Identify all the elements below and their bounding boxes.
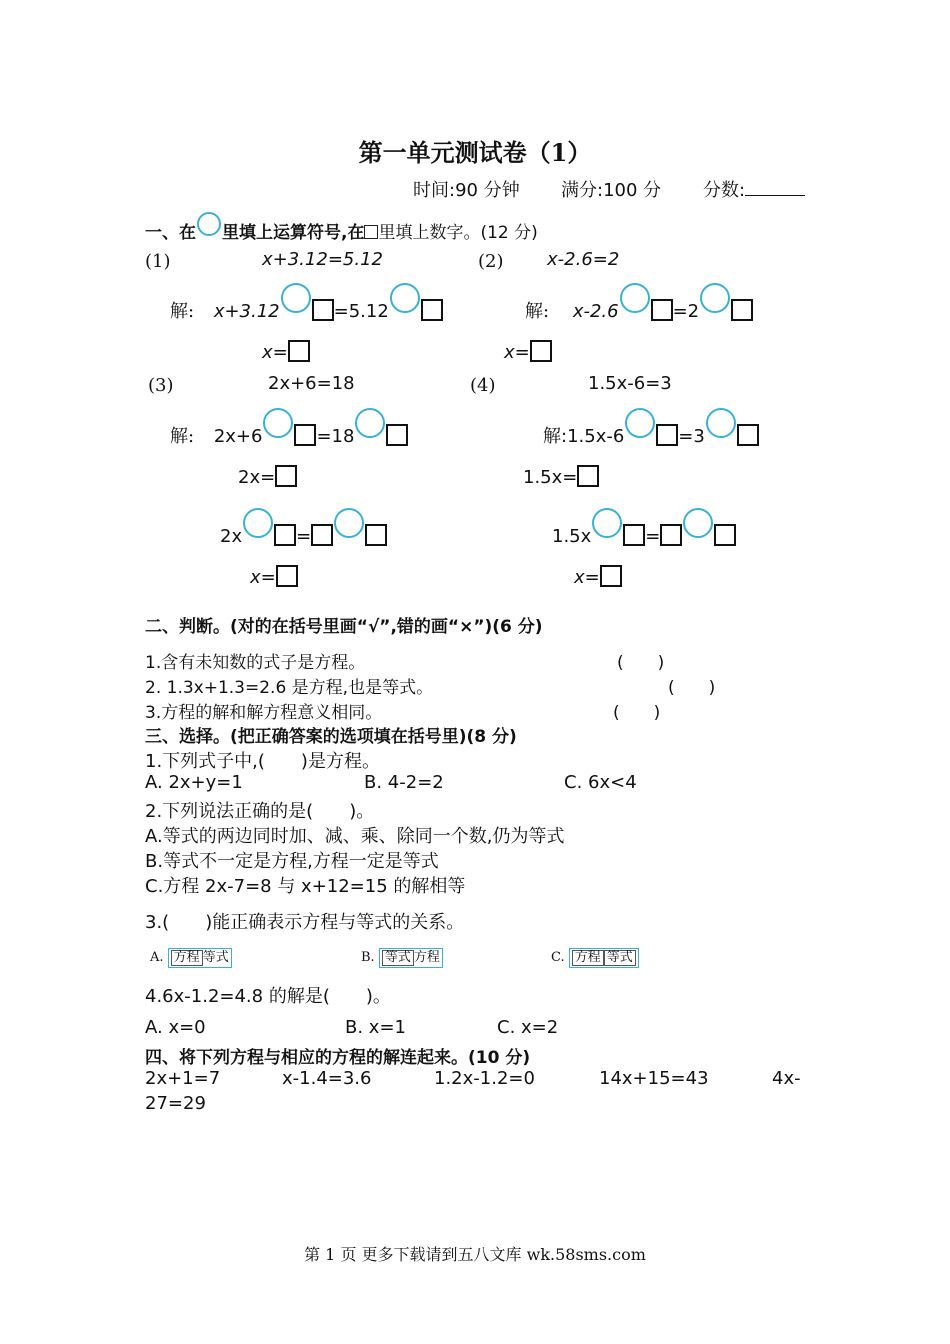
p1-mid: =5.12 (333, 301, 389, 322)
venn-a-inner: 方程 (171, 950, 203, 966)
p3-mid: =18 (316, 426, 355, 447)
sec3-q4-option-a[interactable]: A. x=0 (145, 1017, 206, 1038)
sec1-heading-a: 一、在 (145, 223, 196, 243)
p2-solution (525, 283, 753, 323)
digit-box-icon (364, 225, 378, 239)
p1-equation: x+3.12=5.12 (262, 249, 383, 270)
p3-jie: 解: (170, 426, 195, 447)
p1-op-circle[interactable] (281, 283, 311, 313)
p3-step3-box-3[interactable] (365, 524, 387, 546)
operator-circle-icon (197, 212, 221, 236)
section1-heading (145, 212, 538, 243)
p1-x: x= (262, 342, 288, 363)
p3-answer-box[interactable] (276, 565, 298, 587)
p4-step3-box[interactable] (623, 524, 645, 546)
sec1-heading-c: 里填上数字。(12 分) (378, 223, 538, 243)
venn-diagram-c-icon (569, 948, 639, 968)
p3-number: (3) (148, 375, 174, 396)
p3-answer (250, 565, 298, 588)
p4-step2-box[interactable] (577, 465, 599, 487)
p3-step3-left: 2x (220, 526, 243, 547)
p2-jie: 解: (525, 301, 550, 322)
p4-num-box-2[interactable] (737, 424, 759, 446)
p2-num-box[interactable] (651, 299, 673, 321)
p4-mid: =3 (678, 426, 705, 447)
p2-x: x= (504, 342, 530, 363)
p4-solution (543, 408, 759, 448)
p4-step3 (552, 508, 736, 547)
p4-step3-box-3[interactable] (714, 524, 736, 546)
p1-solution (170, 283, 443, 323)
p3-equation: 2x+6=18 (268, 373, 355, 394)
sec3-q3: 3.( )能正确表示方程与等式的关系。 (145, 912, 465, 933)
sec2-q3: 3.方程的解和解方程意义相同。 (145, 703, 383, 723)
sec2-q1-paren[interactable]: ( ) (617, 653, 665, 673)
p4-num-box[interactable] (656, 424, 678, 446)
sec2-q2-paren[interactable]: ( ) (668, 678, 716, 698)
p1-num-box[interactable] (312, 299, 334, 321)
p1-jie: 解: (170, 301, 195, 322)
p4-step2-text: 1.5x= (523, 467, 578, 488)
p3-step2-text: 2x= (238, 467, 276, 488)
p1-number: (1) (145, 251, 171, 272)
sec4-equation-5b[interactable]: 27=29 (145, 1093, 206, 1114)
sec3-q4-option-c[interactable]: C. x=2 (497, 1017, 559, 1038)
p3-op-circle[interactable] (263, 408, 293, 438)
p4-step3-circle-2[interactable] (683, 508, 713, 538)
sec3-q1-option-a[interactable]: A. 2x+y=1 (145, 772, 243, 793)
p2-answer (504, 340, 552, 363)
p2-equation: x-2.6=2 (547, 249, 620, 270)
sec3-q1-option-b[interactable]: B. 4-2=2 (364, 772, 444, 793)
sec2-q3-paren[interactable]: ( ) (613, 703, 661, 723)
sec4-equation-4[interactable]: 14x+15=43 (599, 1068, 709, 1089)
q3-b-label: B. (361, 950, 375, 965)
p3-solution (170, 408, 408, 448)
time-info: 时间:90 分钟 (413, 180, 520, 201)
p1-op-circle-2[interactable] (390, 283, 420, 313)
p3-step3-box[interactable] (274, 524, 296, 546)
sec3-q2: 2.下列说法正确的是( )。 (145, 801, 375, 822)
p3-left: 2x+6 (213, 426, 263, 447)
p2-number: (2) (478, 251, 504, 272)
p4-left: 解:1.5x-6 (543, 426, 625, 447)
page-title: 第一单元测试卷（1） (358, 138, 592, 167)
p2-mid: =2 (672, 301, 700, 322)
section4-heading: 四、将下列方程与相应的方程的解连起来。(10 分) (145, 1048, 531, 1068)
p3-step2 (238, 465, 297, 488)
sec4-equation-2[interactable]: x-1.4=3.6 (282, 1068, 372, 1089)
venn-b-inner: 等式 (382, 950, 414, 966)
sec2-q2: 2. 1.3x+1.3=2.6 是方程,也是等式。 (145, 678, 434, 698)
sec3-q3-option-c[interactable] (551, 948, 639, 968)
p4-step3-box-2[interactable] (660, 524, 682, 546)
venn-diagram-b-icon (379, 948, 443, 968)
sec3-q4: 4.6x-1.2=4.8 的解是( )。 (145, 986, 391, 1007)
sec3-q3-option-b[interactable] (361, 948, 443, 968)
sec3-q2-option-a[interactable]: A.等式的两边同时加、减、乘、除同一个数,仍为等式 (145, 826, 565, 847)
p1-num-box-2[interactable] (421, 299, 443, 321)
p4-step3-circle[interactable] (592, 508, 622, 538)
score-label (703, 176, 805, 202)
p4-op-circle[interactable] (625, 408, 655, 438)
sec3-q1-option-c[interactable]: C. 6x<4 (564, 772, 637, 793)
score-text: 分数: (703, 180, 746, 201)
p3-step3-eq: = (296, 526, 312, 547)
p3-num-box-2[interactable] (386, 424, 408, 446)
p3-step3-box-2[interactable] (311, 524, 333, 546)
sec1-heading-b: 里填上运算符号,在 (222, 223, 365, 243)
venn-a-outer: 等式 (202, 950, 229, 965)
p2-answer-box[interactable] (530, 340, 552, 362)
p4-op-circle-2[interactable] (706, 408, 736, 438)
sec3-q4-option-b[interactable]: B. x=1 (345, 1017, 406, 1038)
q3-a-label: A. (150, 950, 164, 965)
venn-c-inner: 方程 (572, 950, 604, 966)
p4-step3-left: 1.5x (552, 526, 592, 547)
p4-step2 (523, 465, 599, 488)
sec4-equation-1[interactable]: 2x+1=7 (145, 1068, 221, 1089)
p4-equation: 1.5x-6=3 (588, 373, 672, 394)
p4-answer (574, 565, 622, 588)
sec4-equation-3[interactable]: 1.2x-1.2=0 (434, 1068, 535, 1089)
p4-answer-box[interactable] (600, 565, 622, 587)
p2-op-circle[interactable] (620, 283, 650, 313)
sec2-q1: 1.含有未知数的式子是方程。 (145, 653, 366, 673)
sec3-q2-option-b[interactable]: B.等式不一定是方程,方程一定是等式 (145, 851, 439, 872)
p1-answer (262, 340, 310, 363)
sec4-equation-5a[interactable]: 4x- (772, 1068, 801, 1089)
score-blank (745, 179, 805, 196)
p4-step3-eq: = (645, 526, 661, 547)
sec3-q1: 1.下列式子中,( )是方程。 (145, 751, 380, 772)
p3-step3 (220, 508, 387, 547)
p1-left: x+3.12 (213, 301, 280, 322)
p1-answer-box[interactable] (288, 340, 310, 362)
q3-c-label: C. (551, 950, 565, 965)
p3-step3-circle[interactable] (243, 508, 273, 538)
venn-diagram-a-icon (168, 948, 232, 968)
p4-number: (4) (470, 375, 496, 396)
p3-num-box[interactable] (294, 424, 316, 446)
page-footer: 第 1 页 更多下载请到五八文库 wk.58sms.com (304, 1245, 646, 1264)
venn-c-outer: 等式 (604, 950, 636, 966)
p2-num-box-2[interactable] (731, 299, 753, 321)
p2-left: x-2.6 (572, 301, 619, 322)
full-score-info: 满分:100 分 (561, 180, 662, 201)
p4-x: x= (574, 567, 600, 588)
sec3-q3-option-a[interactable] (150, 948, 232, 968)
sec3-q2-option-c[interactable]: C.方程 2x-7=8 与 x+12=15 的解相等 (145, 876, 466, 897)
section2-heading: 二、判断。(对的在括号里画“√”,错的画“×”)(6 分) (145, 617, 543, 637)
p2-op-circle-2[interactable] (700, 283, 730, 313)
p3-op-circle-2[interactable] (355, 408, 385, 438)
venn-b-outer: 方程 (413, 950, 440, 965)
p3-step3-circle-2[interactable] (334, 508, 364, 538)
section3-heading: 三、选择。(把正确答案的选项填在括号里)(8 分) (145, 727, 517, 747)
p3-x: x= (250, 567, 276, 588)
p3-step2-box[interactable] (275, 465, 297, 487)
